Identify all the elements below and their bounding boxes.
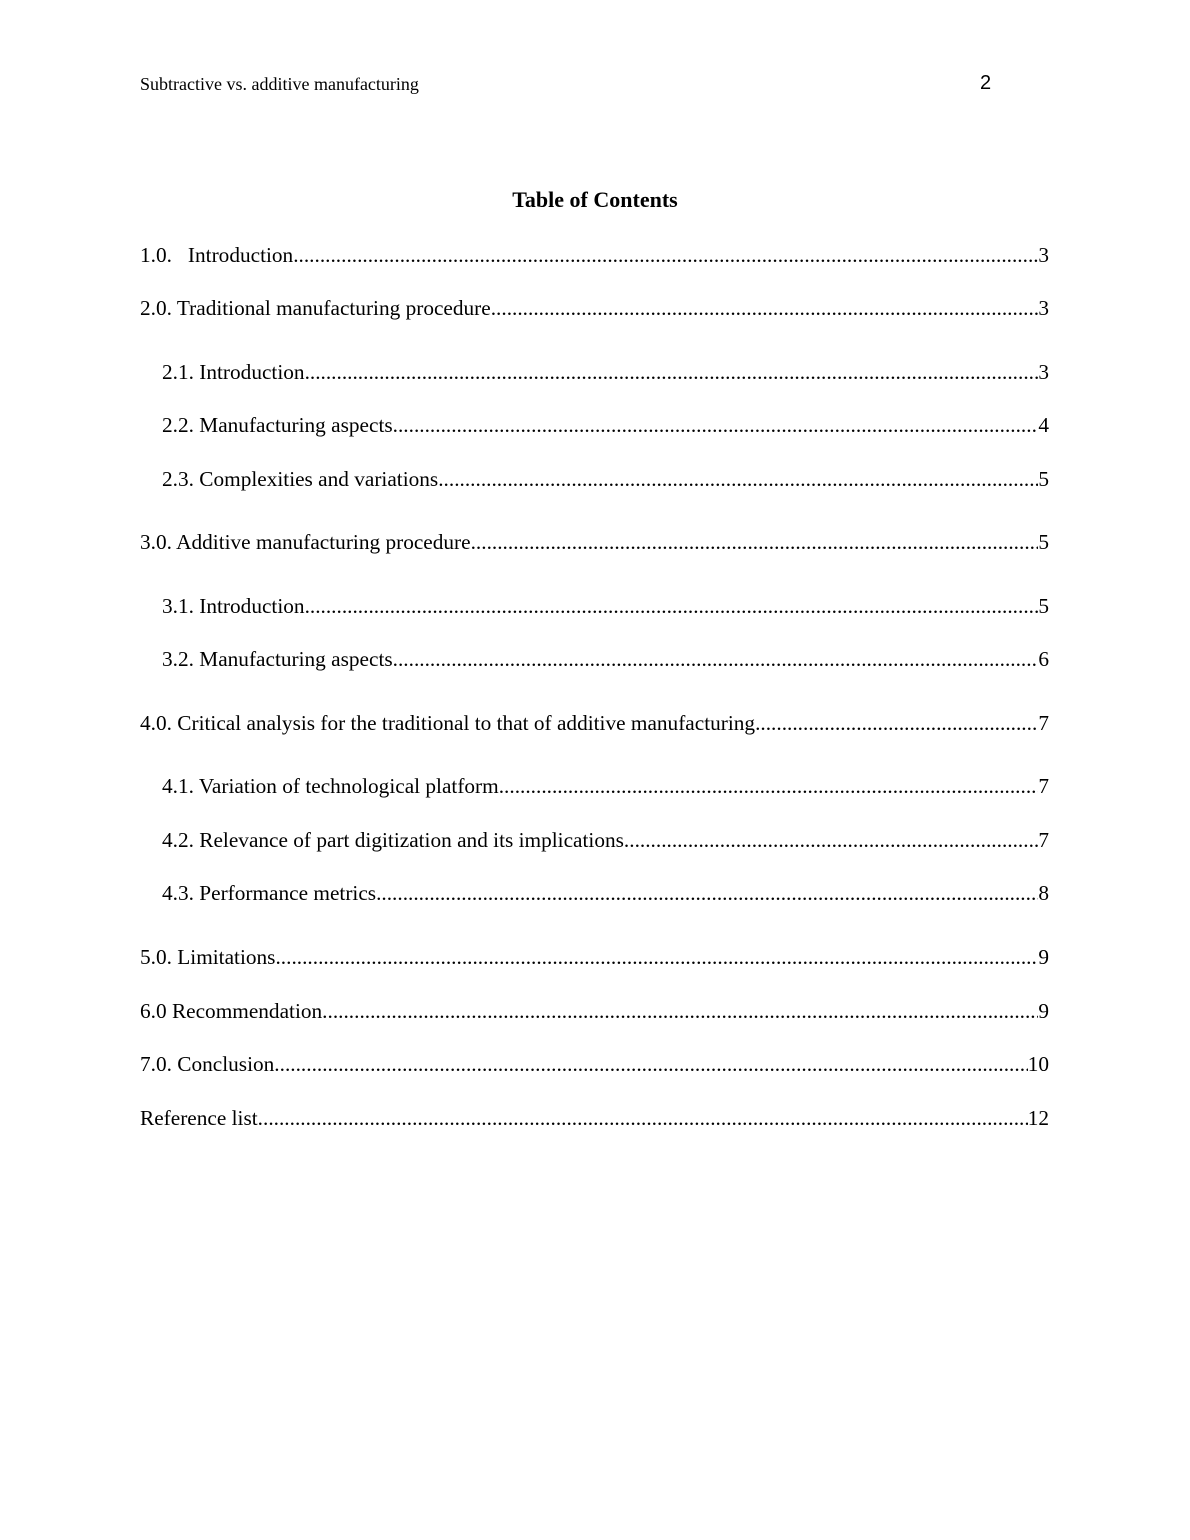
toc-entry-2-2-manufacturing-aspects[interactable]: [162, 411, 1049, 439]
dot-leader: [393, 645, 1039, 673]
toc-entry-4-3-performance-metrics[interactable]: [162, 879, 1049, 907]
dot-leader: [471, 528, 1039, 556]
toc-entry-critical-analysis[interactable]: [140, 709, 1049, 737]
dot-leader: [293, 241, 1038, 269]
toc-entry-2-3-complexities[interactable]: [162, 465, 1049, 493]
toc-entry-page: 7: [1038, 711, 1049, 735]
dot-leader: [305, 592, 1039, 620]
toc-entry-page: 3: [1038, 360, 1049, 384]
toc-entry-page: 7: [1038, 774, 1049, 798]
dot-leader: [438, 465, 1038, 493]
page-number: 2: [980, 72, 992, 94]
toc-entry-label: 4.1. Variation of technological platform: [162, 774, 499, 798]
toc-heading: Table of Contents: [512, 187, 678, 212]
toc-entry-page: 4: [1038, 413, 1049, 437]
toc-entry-label: Reference list: [140, 1106, 258, 1130]
toc-entry-page: 9: [1038, 999, 1049, 1023]
dot-leader: [755, 709, 1038, 737]
toc-entry-conclusion[interactable]: [140, 1050, 1049, 1078]
toc-entry-label: 7.0. Conclusion: [140, 1052, 275, 1076]
dot-leader: [258, 1104, 1028, 1132]
toc-entry-label: 4.2. Relevance of part digitization and its implications: [162, 828, 624, 852]
toc-entry-label: 2.2. Manufacturing aspects: [162, 413, 393, 437]
toc-entry-traditional-manufacturing[interactable]: [140, 294, 1049, 322]
dot-leader: [499, 772, 1039, 800]
toc-entry-page: 8: [1038, 881, 1049, 905]
toc-entry-2-1-introduction[interactable]: [162, 358, 1049, 386]
toc-entry-page: 5: [1038, 530, 1049, 554]
toc-entry-page: 3: [1038, 296, 1049, 320]
toc-entry-page: 9: [1038, 945, 1049, 969]
toc-entry-3-1-introduction[interactable]: [162, 592, 1049, 620]
toc-entry-page: 5: [1038, 467, 1049, 491]
toc-entry-additive-manufacturing[interactable]: [140, 528, 1049, 556]
toc-entry-recommendation[interactable]: [140, 997, 1049, 1025]
toc-entry-label: 3.0. Additive manufacturing procedure: [140, 530, 471, 554]
dot-leader: [491, 294, 1039, 322]
toc-entry-page: 5: [1038, 594, 1049, 618]
toc-entry-label: 3.1. Introduction: [162, 594, 305, 618]
dot-leader: [393, 411, 1039, 439]
dot-leader: [376, 879, 1038, 907]
toc-entry-label: 2.1. Introduction: [162, 360, 305, 384]
toc-entry-page: 10: [1027, 1052, 1049, 1076]
toc-entry-reference-list[interactable]: [140, 1104, 1049, 1132]
toc-entry-page: 6: [1038, 647, 1049, 671]
dot-leader: [322, 997, 1038, 1025]
dot-leader: [624, 826, 1038, 854]
toc-entry-label: 2.0. Traditional manufacturing procedure: [140, 296, 491, 320]
toc-entry-label: 6.0 Recommendation: [140, 999, 323, 1023]
toc-entry-limitations[interactable]: [140, 943, 1049, 971]
toc-entry-4-1-variation[interactable]: [162, 772, 1049, 800]
toc-entry-4-2-relevance[interactable]: [162, 826, 1049, 854]
toc-entry-page: 12: [1027, 1106, 1049, 1130]
toc-entry-label: 4.0. Critical analysis for the traditional to that of additive manufacturing: [140, 711, 756, 735]
toc-entry-introduction[interactable]: [140, 241, 1049, 269]
dot-leader: [305, 358, 1039, 386]
toc-entry-label: 2.3. Complexities and variations: [162, 467, 439, 491]
toc-entry-page: 3: [1038, 243, 1049, 267]
dot-leader: [275, 943, 1038, 971]
toc-entry-page: 7: [1038, 828, 1049, 852]
toc-entry-label: 5.0. Limitations: [140, 945, 276, 969]
toc-entry-3-2-manufacturing-aspects[interactable]: [162, 645, 1049, 673]
toc-entry-label: 4.3. Performance metrics: [162, 881, 377, 905]
dot-leader: [274, 1050, 1027, 1078]
running-header-title: Subtractive vs. additive manufacturing: [140, 74, 419, 94]
toc-entry-label: 3.2. Manufacturing aspects: [162, 647, 393, 671]
toc-entry-label: 1.0. Introduction: [140, 243, 294, 267]
